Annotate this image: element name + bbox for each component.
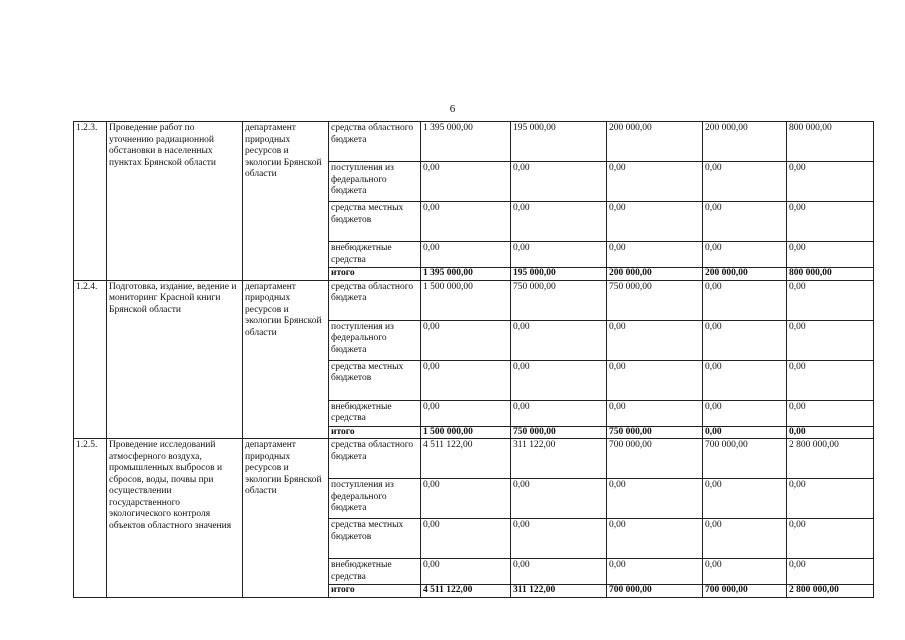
item-executor: департамент природных ресурсов и экологии Брянской области: [243, 439, 329, 598]
total-amount-cell: 800 000,00: [787, 268, 874, 281]
amount-cell: 4 511 122,00: [421, 439, 511, 479]
amount-cell: 0,00: [421, 400, 511, 426]
funding-source: поступления из федерального бюджета: [329, 162, 421, 202]
amount-cell: 0,00: [787, 360, 874, 400]
amount-cell: 0,00: [421, 479, 511, 519]
amount-cell: 2 800 000,00: [787, 439, 874, 479]
table-body: [74, 122, 874, 598]
amount-cell: 0,00: [607, 519, 703, 559]
item-title: Подготовка, издание, ведение и мониторинг Красной книги Брянской области: [107, 280, 243, 439]
table-row: [74, 280, 874, 320]
budget-table: [73, 121, 874, 598]
funding-source: поступления из федерального бюджета: [329, 320, 421, 360]
amount-cell: 0,00: [421, 360, 511, 400]
total-amount-cell: 750 000,00: [511, 426, 607, 439]
amount-cell: 1 395 000,00: [421, 122, 511, 162]
amount-cell: 0,00: [703, 519, 787, 559]
amount-cell: 0,00: [703, 242, 787, 268]
amount-cell: 0,00: [703, 559, 787, 585]
amount-cell: 0,00: [511, 162, 607, 202]
total-amount-cell: 750 000,00: [607, 426, 703, 439]
table-row: [74, 439, 874, 479]
amount-cell: 0,00: [787, 320, 874, 360]
funding-source: внебюджетные средства: [329, 559, 421, 585]
amount-cell: 0,00: [607, 360, 703, 400]
funding-source: средства областного бюджета: [329, 280, 421, 320]
item-executor: департамент природных ресурсов и экологии Брянской области: [243, 280, 329, 439]
amount-cell: 0,00: [421, 162, 511, 202]
total-label: итого: [329, 426, 421, 439]
amount-cell: 0,00: [787, 242, 874, 268]
amount-cell: 0,00: [511, 559, 607, 585]
funding-source: внебюджетные средства: [329, 400, 421, 426]
amount-cell: 0,00: [703, 479, 787, 519]
amount-cell: 0,00: [703, 320, 787, 360]
amount-cell: 0,00: [421, 202, 511, 242]
amount-cell: 800 000,00: [787, 122, 874, 162]
amount-cell: 700 000,00: [607, 439, 703, 479]
amount-cell: 0,00: [511, 479, 607, 519]
amount-cell: 0,00: [787, 202, 874, 242]
amount-cell: 0,00: [607, 162, 703, 202]
table-row: [74, 122, 874, 162]
amount-cell: 200 000,00: [607, 122, 703, 162]
item-title: Проведение работ по уточнению радиационной обстановки в населенных пунктах Брянской области: [107, 122, 243, 281]
amount-cell: 0,00: [421, 242, 511, 268]
funding-source: средства областного бюджета: [329, 122, 421, 162]
amount-cell: 0,00: [607, 400, 703, 426]
amount-cell: 0,00: [703, 400, 787, 426]
item-code: 1.2.4.: [74, 280, 107, 439]
total-amount-cell: 1 500 000,00: [421, 426, 511, 439]
page-number: 6: [449, 103, 456, 115]
amount-cell: 195 000,00: [511, 122, 607, 162]
funding-source: внебюджетные средства: [329, 242, 421, 268]
total-label: итого: [329, 585, 421, 598]
amount-cell: 311 122,00: [511, 439, 607, 479]
funding-source: поступления из федерального бюджета: [329, 479, 421, 519]
amount-cell: 0,00: [703, 162, 787, 202]
funding-source: средства местных бюджетов: [329, 519, 421, 559]
amount-cell: 0,00: [703, 202, 787, 242]
total-amount-cell: 200 000,00: [607, 268, 703, 281]
total-amount-cell: 0,00: [703, 426, 787, 439]
amount-cell: 0,00: [787, 479, 874, 519]
funding-source: средства местных бюджетов: [329, 360, 421, 400]
amount-cell: 0,00: [787, 162, 874, 202]
amount-cell: 0,00: [787, 519, 874, 559]
total-amount-cell: 700 000,00: [703, 585, 787, 598]
amount-cell: 0,00: [421, 559, 511, 585]
amount-cell: 200 000,00: [703, 122, 787, 162]
amount-cell: 750 000,00: [511, 280, 607, 320]
total-amount-cell: 195 000,00: [511, 268, 607, 281]
amount-cell: 700 000,00: [703, 439, 787, 479]
amount-cell: 0,00: [511, 242, 607, 268]
total-amount-cell: 1 395 000,00: [421, 268, 511, 281]
funding-source: средства областного бюджета: [329, 439, 421, 479]
item-executor: департамент природных ресурсов и экологии Брянской области: [243, 122, 329, 281]
amount-cell: 0,00: [511, 519, 607, 559]
total-amount-cell: 311 122,00: [511, 585, 607, 598]
amount-cell: 1 500 000,00: [421, 280, 511, 320]
total-amount-cell: 0,00: [787, 426, 874, 439]
amount-cell: 0,00: [421, 519, 511, 559]
amount-cell: 0,00: [511, 320, 607, 360]
amount-cell: 0,00: [787, 400, 874, 426]
amount-cell: 0,00: [421, 320, 511, 360]
amount-cell: 0,00: [787, 559, 874, 585]
amount-cell: 0,00: [703, 360, 787, 400]
amount-cell: 0,00: [511, 400, 607, 426]
amount-cell: 0,00: [607, 202, 703, 242]
item-code: 1.2.5.: [74, 439, 107, 598]
amount-cell: 0,00: [607, 559, 703, 585]
amount-cell: 0,00: [607, 479, 703, 519]
amount-cell: 0,00: [607, 320, 703, 360]
total-amount-cell: 2 800 000,00: [787, 585, 874, 598]
amount-cell: 0,00: [787, 280, 874, 320]
total-amount-cell: 200 000,00: [703, 268, 787, 281]
amount-cell: 0,00: [607, 242, 703, 268]
amount-cell: 0,00: [703, 280, 787, 320]
item-code: 1.2.3.: [74, 122, 107, 281]
amount-cell: 750 000,00: [607, 280, 703, 320]
item-title: Проведение исследований атмосферного воздуха, промышленных выбросов и сбросов, воды, почвы при осуществлении государственного экологического контроля объектов областного значения: [107, 439, 243, 598]
funding-source: средства местных бюджетов: [329, 202, 421, 242]
total-amount-cell: 4 511 122,00: [421, 585, 511, 598]
total-amount-cell: 700 000,00: [607, 585, 703, 598]
amount-cell: 0,00: [511, 360, 607, 400]
total-label: итого: [329, 268, 421, 281]
amount-cell: 0,00: [511, 202, 607, 242]
